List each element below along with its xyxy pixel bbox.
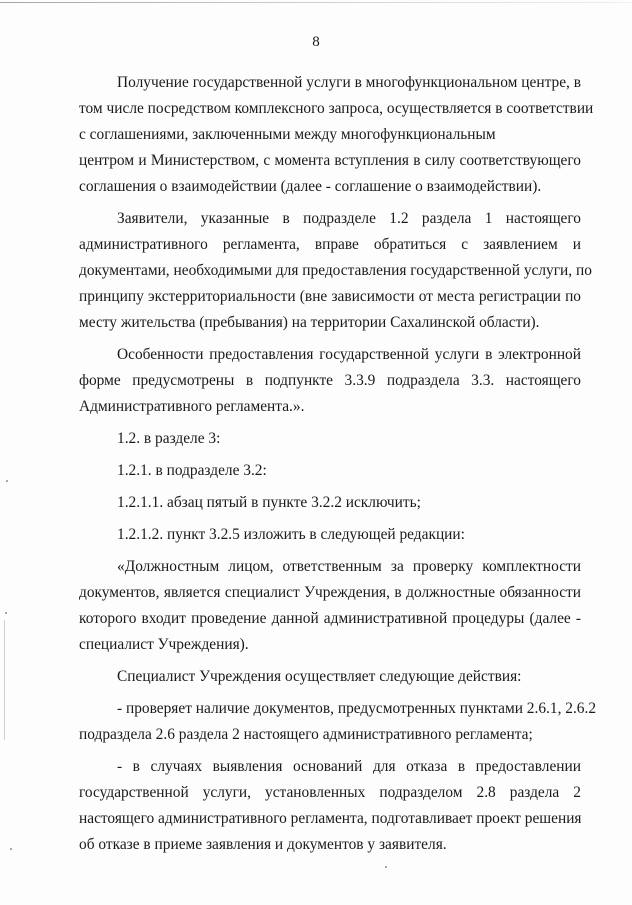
text-line: центром и Министерством, с момента вступления в силу соответствующего [79,152,581,169]
text-line: соглашения о взаимодействии (далее - соглашение о взаимодействии). [79,178,542,195]
text-line: 1.2.1.2. пункт 3.2.5 изложить в следующей редакции: [117,526,465,543]
text-line: с соглашениями, заключенными между многофункциональным [79,126,496,143]
text-line: принципу экстерриториальности (вне зависимости от места регистрации по [79,288,581,305]
text-line: Заявители, указанные в подразделе 1.2 раздела 1 настоящего [117,210,581,227]
text-line: 1.2.1. в подразделе 3.2: [117,462,267,479]
text-line: форме предусмотрены в подпункте 3.3.9 подраздела 3.3. настоящего [79,372,581,389]
text-line: - проверяет наличие документов, предусмотренных пунктами 2.6.1, 2.6.2 [117,700,597,717]
paragraph [79,490,581,516]
text-line: настоящего административного регламента, подготавливает проект решения [79,810,582,827]
paragraph [79,70,594,200]
paragraph [79,754,581,858]
text-line: Специалист Учреждения осуществляет следующие действия: [117,668,522,685]
text-line: том числе посредством комплексного запроса, осуществляется в соответствии [79,100,594,117]
text-line: подраздела 2.6 раздела 2 настоящего административного регламента; [79,726,533,743]
scan-speck [6,480,8,482]
page-number: 8 [312,34,320,50]
scan-edge-left [4,620,5,740]
text-line: документов, является специалист Учреждения, в должностные обязанности [79,584,581,601]
scan-speck [385,866,387,868]
scan-speck [10,848,12,850]
text-line: Особенности предоставления государственной услуги в электронной [117,346,581,363]
text-line: «Должностным лицом, ответственным за проверку комплектности [117,558,581,575]
text-line: государственной услуги, установленных подразделом 2.8 раздела 2 [79,784,581,801]
text-line: административного регламента, вправе обратиться с заявлением и [79,236,581,253]
scan-speck [5,612,7,614]
paragraph [79,342,581,420]
paragraph [79,426,581,452]
paragraph [79,664,581,690]
paragraph [79,522,581,548]
paragraph [79,206,592,336]
text-line: специалист Учреждения). [79,636,249,653]
paragraph [79,696,597,748]
text-line: документами, необходимыми для предоставления государственной услуги, по [79,262,592,279]
scan-edge-top [0,2,632,3]
text-line: об отказе в приеме заявления и документов у заявителя. [79,836,447,853]
text-line: 1.2. в разделе 3: [117,430,221,447]
text-line: 1.2.1.1. абзац пятый в пункте 3.2.2 исключить; [117,494,421,511]
paragraph [79,554,581,658]
text-line: которого входит проведение данной административной процедуры (далее - [79,610,581,627]
text-line: - в случаях выявления оснований для отказа в предоставлении [117,758,581,775]
text-line: Административного регламента.». [79,398,305,415]
text-line: месту жительства (пребывания) на территории Сахалинской области). [79,314,540,331]
paragraph [79,458,581,484]
document-body [79,70,597,864]
text-line: Получение государственной услуги в многофункциональном центре, в [117,74,581,91]
